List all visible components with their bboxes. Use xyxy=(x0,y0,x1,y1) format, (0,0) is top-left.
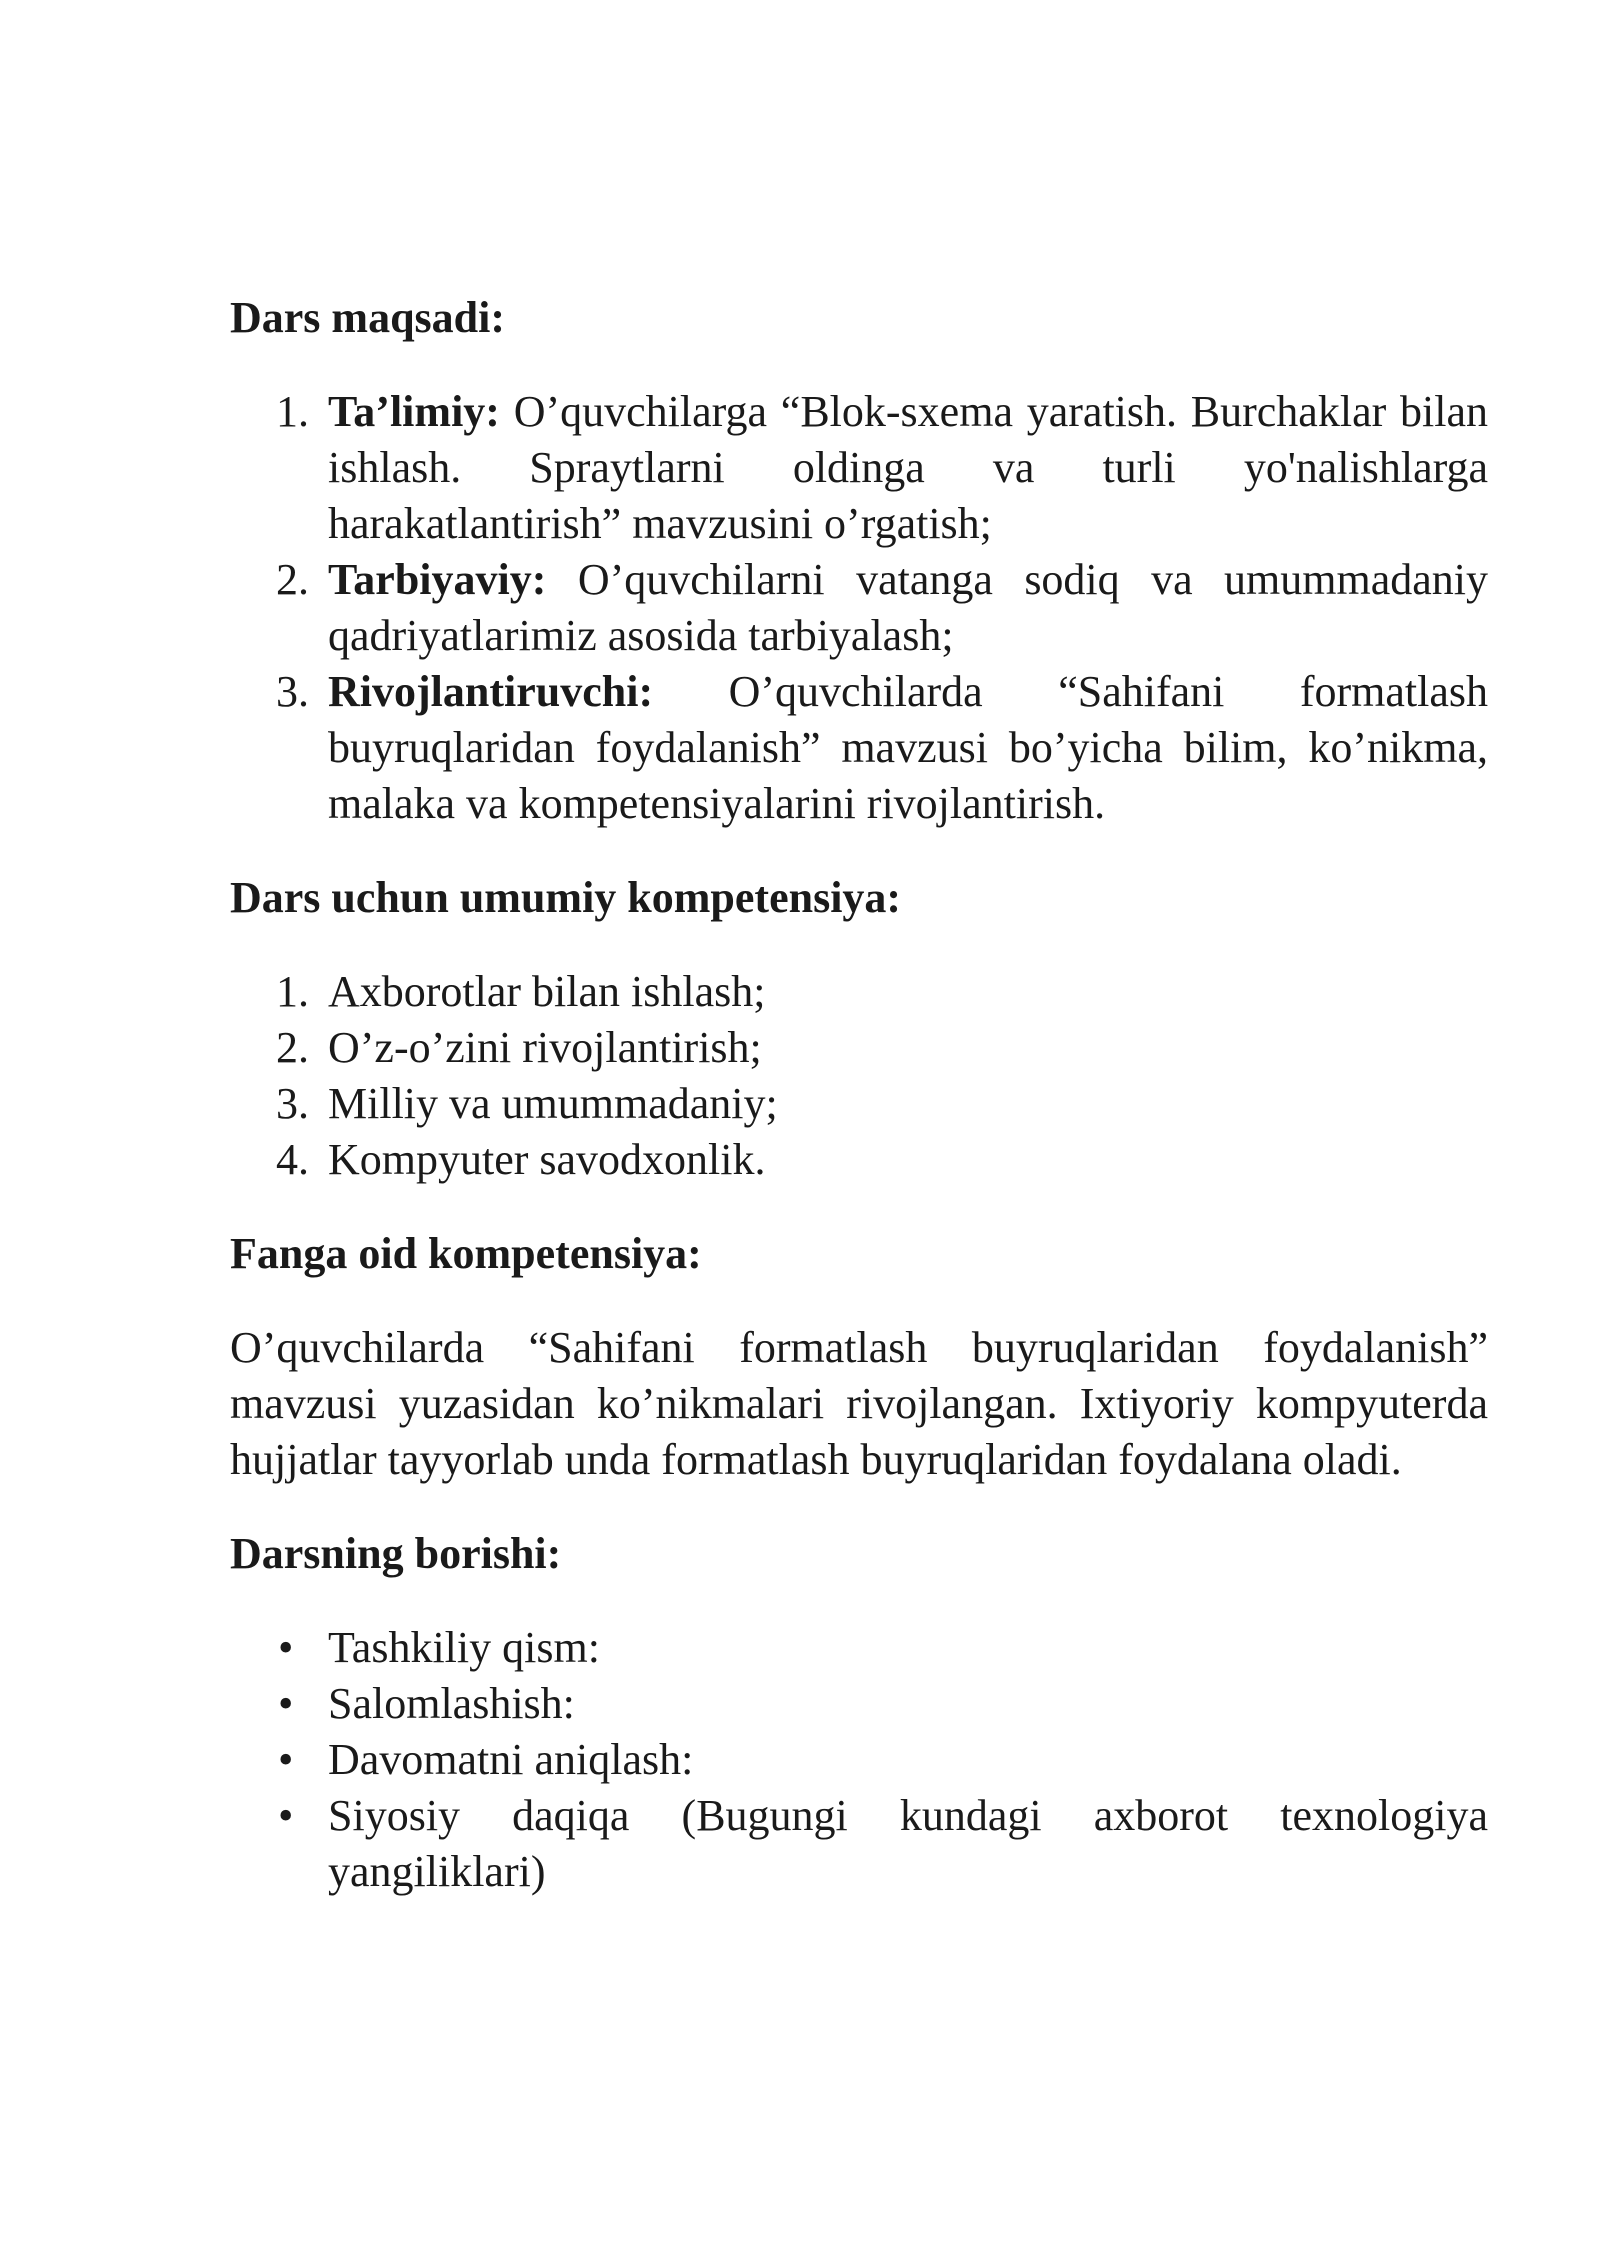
item-label: Tarbiyaviy: xyxy=(328,555,547,604)
bullet-icon: • xyxy=(278,1791,294,1840)
list-number: 1. xyxy=(276,387,309,436)
subject-competence-text: O’quvchilarda “Sahifani formatlash buyruqlaridan foydalanish” mavzusi yuzasidan ko’nikmalari rivojlangan. Ixtiyoriy kompyuterda hujjatlar tayyorlab unda formatlash buyruqlaridan foydalana oladi. xyxy=(230,1323,1488,1484)
subject-competence-heading: Fanga oid kompetensiya: xyxy=(230,1229,702,1278)
goal-heading: Dars maqsadi: xyxy=(230,293,506,342)
item-text: O’quvchilarda “Sahifani formatlash buyruqlaridan foydalanish” mavzusi bo’yicha bilim, ko’nikma, malaka va kompetensiyalarini rivojlantirish. xyxy=(328,667,1488,828)
item-text: O’quvchilarga “Blok-sxema yaratish. Burchaklar bilan ishlash. Spraytlarni oldinga va turli yo'nalishlarga harakatlantirish” mavzusini o’rgatish; xyxy=(328,387,1488,548)
list-number: 2. xyxy=(276,555,309,604)
document-page xyxy=(230,290,1488,1900)
list-item xyxy=(230,1020,1488,1076)
goal-list xyxy=(230,384,1488,832)
item-text: O’quvchilarni vatanga sodiq va umummadaniy qadriyatlarimiz asosida tarbiyalash; xyxy=(328,555,1488,660)
item-text: Salomlashish: xyxy=(328,1679,575,1728)
item-text: Siyosiy daqiqa (Bugungi kundagi axborot texnologiya yangiliklari) xyxy=(328,1791,1488,1896)
general-competence-list xyxy=(230,964,1488,1188)
lesson-progress-list xyxy=(230,1620,1488,1900)
list-item xyxy=(230,1620,1488,1676)
list-item xyxy=(230,1676,1488,1732)
item-text: Axborotlar bilan ishlash; xyxy=(328,967,766,1016)
list-item xyxy=(230,1788,1488,1900)
item-text: Tashkiliy qism: xyxy=(328,1623,600,1672)
list-item xyxy=(230,664,1488,832)
list-item xyxy=(230,964,1488,1020)
list-number: 2. xyxy=(276,1023,309,1072)
list-number: 1. xyxy=(276,967,309,1016)
list-number: 4. xyxy=(276,1135,309,1184)
bullet-icon: • xyxy=(278,1735,294,1784)
list-item xyxy=(230,1732,1488,1788)
item-text: O’z-o’zini rivojlantirish; xyxy=(328,1023,762,1072)
item-label: Ta’limiy: xyxy=(328,387,500,436)
list-item xyxy=(230,1076,1488,1132)
item-text: Kompyuter savodxonlik. xyxy=(328,1135,766,1184)
list-item xyxy=(230,1132,1488,1188)
item-text: Davomatni aniqlash: xyxy=(328,1735,694,1784)
general-competence-heading: Dars uchun umumiy kompetensiya: xyxy=(230,873,902,922)
item-text: Milliy va umummadaniy; xyxy=(328,1079,778,1128)
bullet-icon: • xyxy=(278,1679,294,1728)
list-item xyxy=(230,552,1488,664)
list-number: 3. xyxy=(276,667,309,716)
list-item xyxy=(230,384,1488,552)
bullet-icon: • xyxy=(278,1623,294,1672)
lesson-progress-heading: Darsning borishi: xyxy=(230,1529,562,1578)
item-label: Rivojlantiruvchi: xyxy=(328,667,654,716)
list-number: 3. xyxy=(276,1079,309,1128)
